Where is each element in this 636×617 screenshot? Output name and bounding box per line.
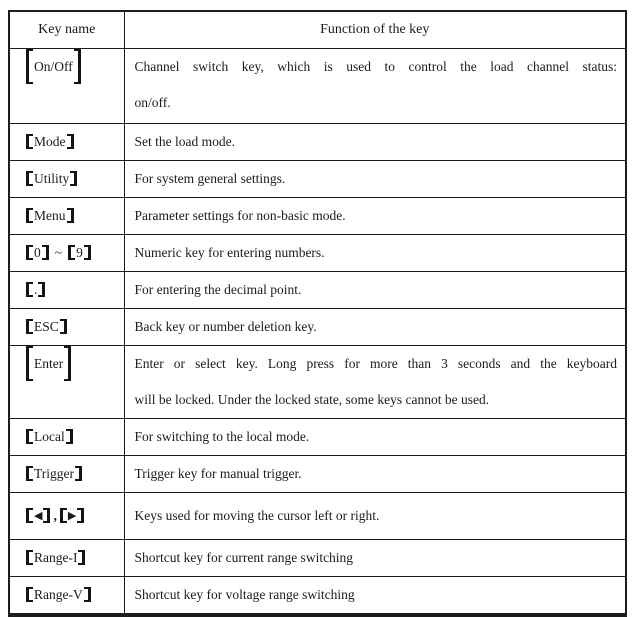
lenticular-bracket-key [26,134,74,150]
key-function-table [8,10,627,617]
key-name-cell [9,48,124,123]
function-cell [124,308,626,345]
table-row [9,492,626,539]
lenticular-bracket-key [26,550,85,566]
function-cell [124,539,626,576]
table-row [9,123,626,160]
key-label: On/Off [34,58,73,74]
table-row [9,234,626,271]
table-row [9,455,626,492]
table-header-row [9,11,626,48]
lenticular-bracket-key [26,346,71,382]
key-name-cell [9,539,124,576]
function-line: Enter or select key. Long press for more than 3 seconds and the keyboard [134,355,617,371]
key-label: Range-V [34,586,83,602]
table-row [9,418,626,455]
function-cell [124,197,626,234]
table-row [9,539,626,576]
key-label: Mode [34,133,66,149]
table-row [9,160,626,197]
key-label: 9 [76,244,83,260]
lenticular-bracket-key [26,49,81,85]
function-line: For switching to the local mode. [134,428,310,444]
right-arrow-icon: ▶ [67,508,77,522]
table-row [9,48,626,123]
function-cell [124,48,626,123]
function-line: Shortcut key for current range switching [134,549,354,565]
function-line: Channel switch key, which is used to control the load channel status: [134,58,617,74]
function-line: Trigger key for manual trigger. [134,465,302,481]
function-cell [124,492,626,539]
key-label: Range-I [34,549,78,565]
left-arrow-icon: ◀ [34,508,43,522]
function-line: For system general settings. [134,170,286,186]
key-name-cell [9,492,124,539]
function-cell [124,271,626,308]
lenticular-bracket-key [26,466,82,482]
function-cell [124,160,626,197]
table-row [9,271,626,308]
lenticular-bracket-key [26,587,91,603]
key-name-cell [9,123,124,160]
lenticular-bracket-key [26,171,77,187]
function-line: Set the load mode. [134,133,235,149]
function-line: Back key or number deletion key. [134,318,317,334]
function-line: For entering the decimal point. [134,281,302,297]
function-line: Numeric key for entering numbers. [134,244,325,260]
table-row [9,197,626,234]
key-name-cell [9,308,124,345]
tilde-separator: ~ [54,244,63,260]
table-row [9,345,626,418]
key-label: ESC [34,318,59,334]
key-label: Trigger [34,465,75,481]
key-name-cell [9,271,124,308]
lenticular-bracket-key [26,508,50,524]
key-name-cell [9,455,124,492]
key-label: Enter [34,355,64,371]
lenticular-bracket-key [60,508,84,524]
key-label: Utility [34,170,70,186]
function-cell [124,455,626,492]
lenticular-bracket-key [26,282,45,298]
comma-separator: , [53,507,57,523]
lenticular-bracket-key [26,245,49,261]
lenticular-bracket-key [26,208,74,224]
key-label: Menu [34,207,66,223]
function-cell [124,345,626,418]
lenticular-bracket-key [68,245,91,261]
key-name-cell [9,345,124,418]
function-cell [124,123,626,160]
function-line: Parameter settings for non-basic mode. [134,207,346,223]
key-name-cell [9,197,124,234]
key-name-cell [9,418,124,455]
function-cell [124,234,626,271]
key-name-cell [9,160,124,197]
function-line: Keys used for moving the cursor left or right. [134,507,380,523]
header-key-name: Key name [9,11,124,48]
key-label: Local [34,428,65,444]
header-function: Function of the key [124,11,626,48]
lenticular-bracket-key [26,319,67,335]
function-line: will be locked. Under the locked state, some keys cannot be used. [134,391,490,407]
function-cell [124,418,626,455]
function-line: on/off. [134,94,171,110]
key-label: . [34,281,38,297]
lenticular-bracket-key [26,429,73,445]
key-name-cell [9,234,124,271]
function-line: Shortcut key for voltage range switching [134,586,355,602]
table-row [9,308,626,345]
key-label: 0 [34,244,41,260]
